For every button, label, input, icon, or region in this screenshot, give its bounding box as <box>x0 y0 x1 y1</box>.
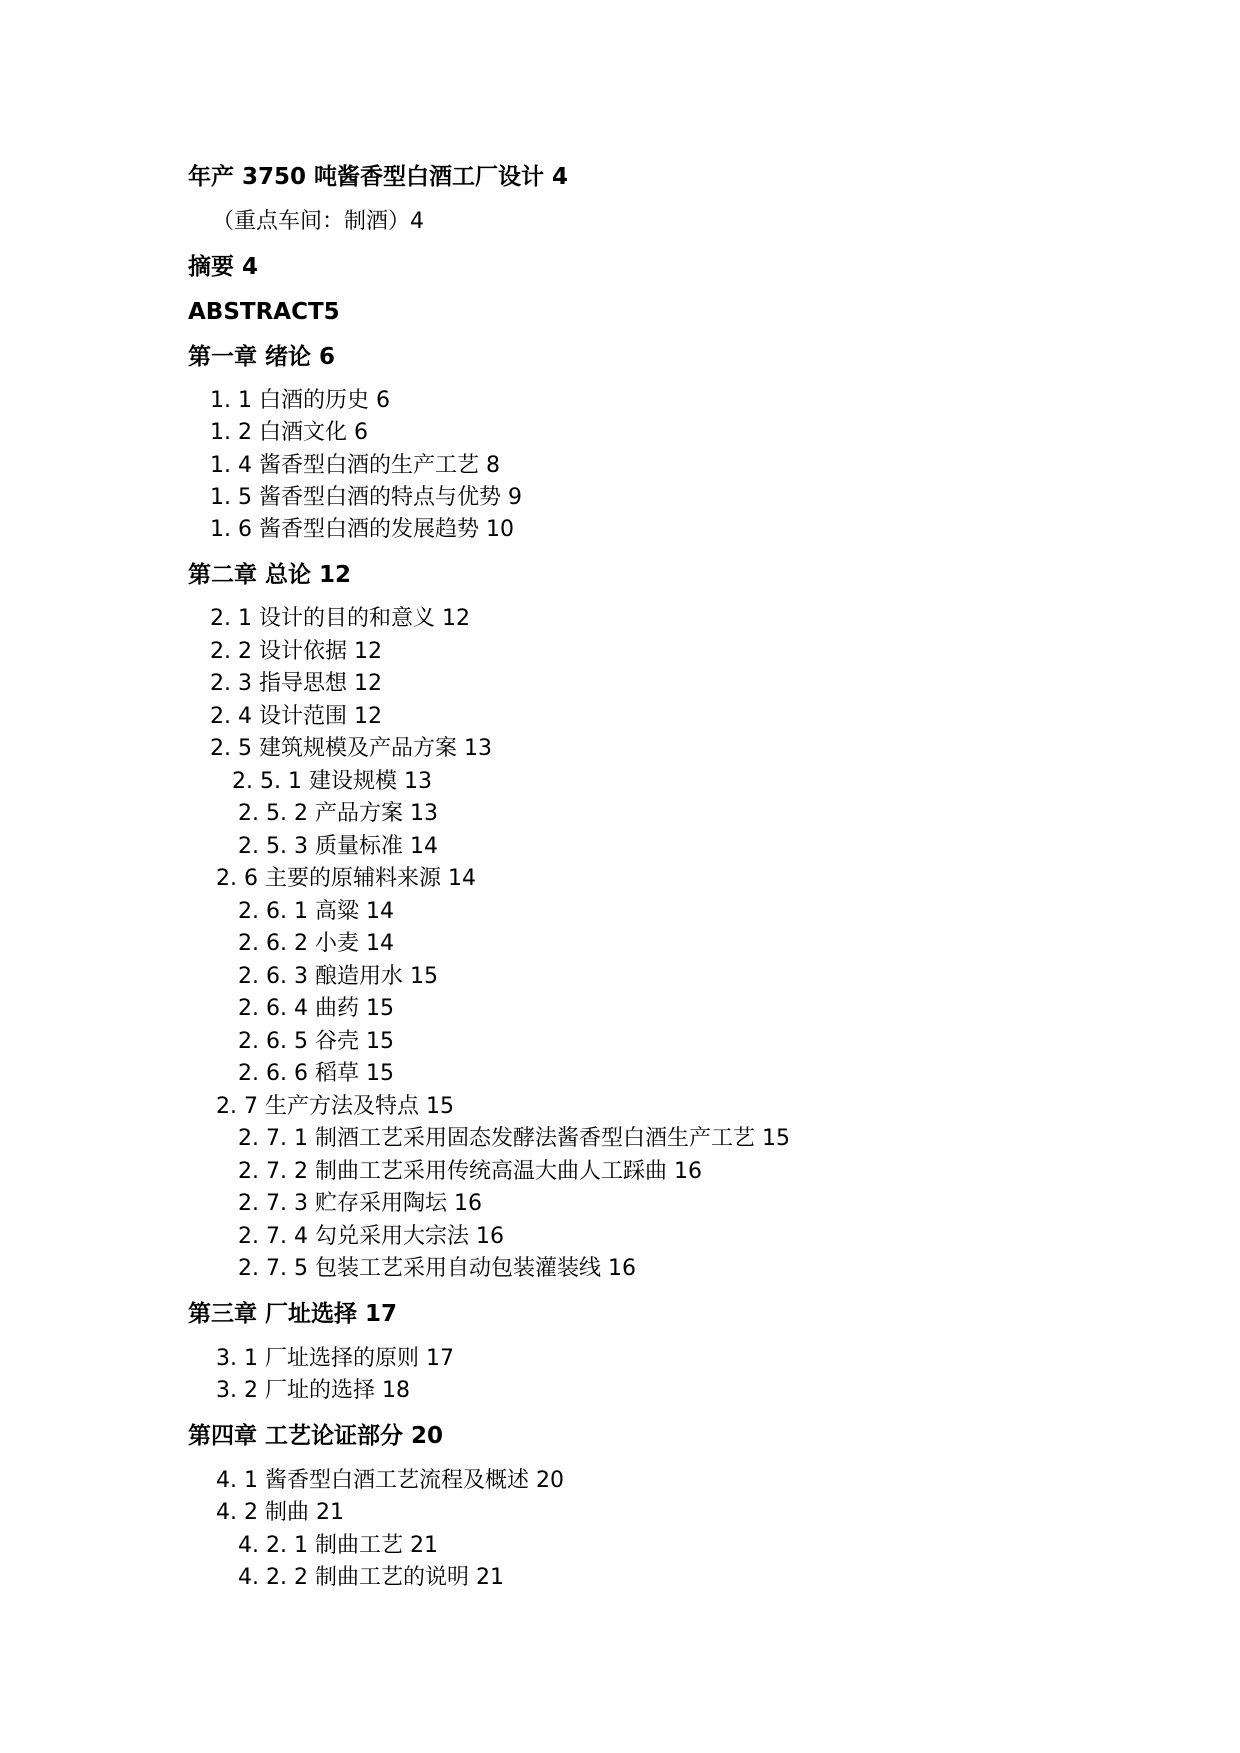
toc-entry: 2. 6. 2 小麦 14 <box>238 931 394 956</box>
toc-entry: 1. 1 白酒的历史 6 <box>210 388 390 413</box>
toc-entry: 2. 6. 4 曲药 15 <box>238 996 394 1021</box>
toc-entry: 1. 4 酱香型白酒的生产工艺 8 <box>210 453 500 478</box>
toc-entry: 2. 1 设计的目的和意义 12 <box>210 606 470 631</box>
toc-entry: 2. 6. 6 稻草 15 <box>238 1061 394 1086</box>
toc-entry: 2. 2 设计依据 12 <box>210 639 382 664</box>
toc-entry: 3. 1 厂址选择的原则 17 <box>216 1346 454 1371</box>
toc-chapter: 第二章 总论 12 <box>188 562 352 588</box>
toc-entry: 3. 2 厂址的选择 18 <box>216 1378 410 1403</box>
toc-entry: （重点车间：制酒）4 <box>212 209 424 234</box>
toc-entry: ABSTRACT5 <box>188 299 340 325</box>
toc-entry: 2. 5. 2 产品方案 13 <box>238 801 438 826</box>
toc-entry: 2. 7 生产方法及特点 15 <box>216 1094 454 1119</box>
toc-entry: 摘要 4 <box>188 254 259 280</box>
toc-entry: 2. 6 主要的原辅料来源 14 <box>216 866 476 891</box>
toc-entry: 2. 7. 5 包装工艺采用自动包装灌装线 16 <box>238 1256 636 1281</box>
toc-entry: 4. 2 制曲 21 <box>216 1500 344 1525</box>
toc-entry: 2. 7. 3 贮存采用陶坛 16 <box>238 1191 482 1216</box>
toc-entry: 2. 5. 1 建设规模 13 <box>232 769 432 794</box>
toc-chapter: 第一章 绪论 6 <box>188 344 336 370</box>
toc-entry: 2. 4 设计范围 12 <box>210 704 382 729</box>
toc-entry: 2. 5. 3 质量标准 14 <box>238 834 438 859</box>
toc-entry: 1. 6 酱香型白酒的发展趋势 10 <box>210 517 514 542</box>
toc-entry: 4. 2. 2 制曲工艺的说明 21 <box>238 1565 504 1590</box>
toc-chapter: 第四章 工艺论证部分 20 <box>188 1423 444 1449</box>
toc-entry: 2. 7. 2 制曲工艺采用传统高温大曲人工踩曲 16 <box>238 1159 702 1184</box>
toc-entry: 4. 1 酱香型白酒工艺流程及概述 20 <box>216 1468 564 1493</box>
toc-entry: 2. 7. 4 勾兑采用大宗法 16 <box>238 1224 504 1249</box>
toc-entry: 2. 7. 1 制酒工艺采用固态发酵法酱香型白酒生产工艺 15 <box>238 1126 790 1151</box>
toc-entry: 2. 3 指导思想 12 <box>210 671 382 696</box>
toc-title: 年产 3750 吨酱香型白酒工厂设计 4 <box>188 164 569 190</box>
toc-chapter: 第三章 厂址选择 17 <box>188 1301 398 1327</box>
toc-entry: 2. 6. 1 高粱 14 <box>238 899 394 924</box>
toc-entry: 2. 6. 3 酿造用水 15 <box>238 964 438 989</box>
toc-entry: 4. 2. 1 制曲工艺 21 <box>238 1533 438 1558</box>
toc-entry: 2. 5 建筑规模及产品方案 13 <box>210 736 492 761</box>
toc-entry: 2. 6. 5 谷壳 15 <box>238 1029 394 1054</box>
toc-entry: 1. 5 酱香型白酒的特点与优势 9 <box>210 485 522 510</box>
toc-entry: 1. 2 白酒文化 6 <box>210 420 368 445</box>
